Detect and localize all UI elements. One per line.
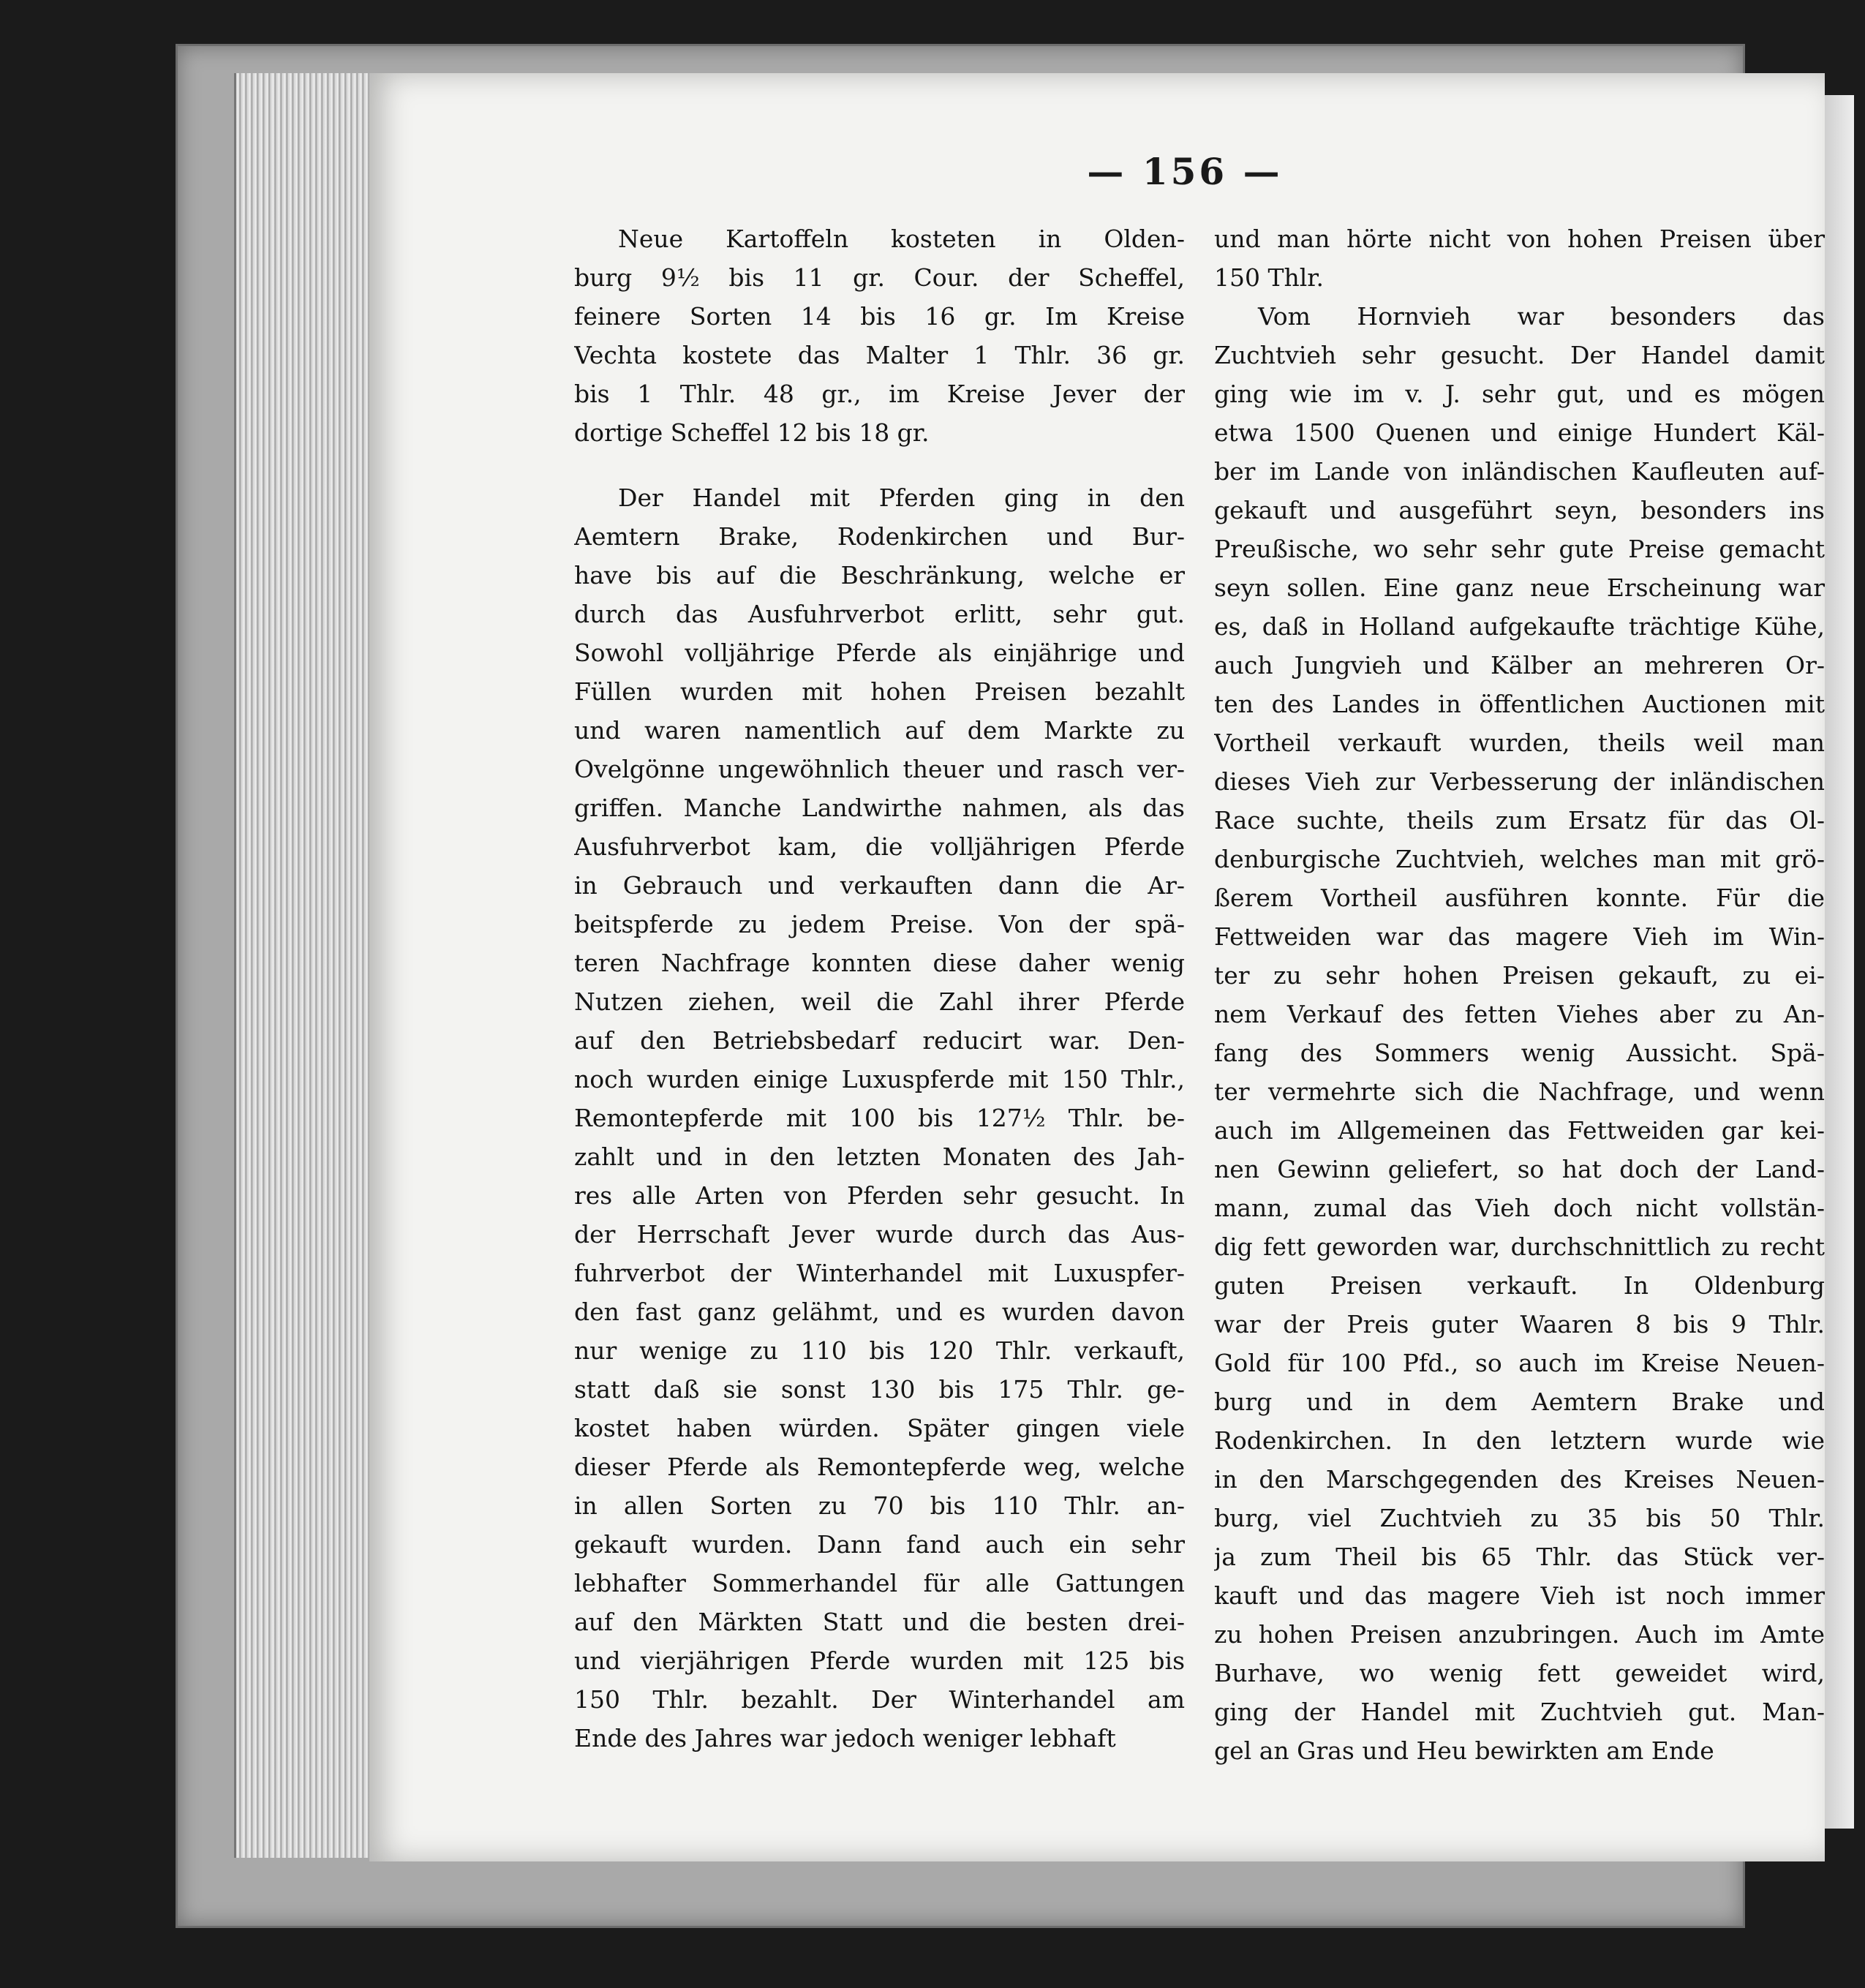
paragraph — [574, 478, 1185, 1758]
text-line: 150 Thlr. — [1214, 263, 1324, 292]
left-column — [574, 219, 1185, 1758]
text-line: nem Verkauf des fetten Viehes aber zu An- — [1214, 1000, 1825, 1028]
paragraph — [574, 219, 1185, 452]
text-line: dieser Pferde als Remontepferde weg, welche — [574, 1453, 1185, 1481]
text-line: noch wurden einige Luxuspferde mit 150 Thlr., — [574, 1065, 1185, 1093]
text-line: dieses Vieh zur Verbesserung der inländischen — [1214, 767, 1825, 796]
paragraph-gap — [574, 452, 1185, 478]
text-line: ter zu sehr hohen Preisen gekauft, zu ei- — [1214, 961, 1825, 990]
text-line: Vortheil verkauft wurden, theils weil man — [1214, 728, 1825, 757]
text-line: ging der Handel mit Zuchtvieh gut. Man- — [1214, 1698, 1825, 1726]
text-line: auf den Märkten Statt und die besten drei- — [574, 1608, 1185, 1636]
text-line: Vechta kostete das Malter 1 Thlr. 36 gr. — [574, 341, 1185, 369]
text-line: Aemtern Brake, Rodenkirchen und Bur- — [574, 522, 1185, 551]
text-line: in allen Sorten zu 70 bis 110 Thlr. an- — [574, 1491, 1185, 1520]
text-line: Burhave, wo wenig fett geweidet wird, — [1214, 1659, 1825, 1687]
text-line: durch das Ausfuhrverbot erlitt, sehr gut. — [574, 600, 1185, 628]
text-line: der Herrschaft Jever wurde durch das Aus- — [574, 1220, 1185, 1249]
text-line: auch im Allgemeinen das Fettweiden gar kei- — [1214, 1116, 1825, 1145]
text-line: feinere Sorten 14 bis 16 gr. Im Kreise — [574, 302, 1185, 331]
text-line: und man hörte nicht von hohen Preisen über — [1214, 225, 1825, 253]
text-line: ten des Landes in öffentlichen Auctionen mit — [1214, 690, 1825, 718]
text-line: Der Handel mit Pferden ging in den — [618, 483, 1185, 512]
text-line: dig fett geworden war, durchschnittlich zu recht — [1214, 1232, 1825, 1261]
text-line: lebhafter Sommerhandel für alle Gattungen — [574, 1569, 1185, 1597]
text-line: etwa 1500 Quenen und einige Hundert Käl- — [1214, 418, 1825, 447]
page-edge-right — [1825, 95, 1854, 1829]
text-line: Nutzen ziehen, weil die Zahl ihrer Pferde — [574, 987, 1185, 1016]
text-line: es, daß in Holland aufgekaufte trächtige Kühe, — [1214, 612, 1825, 641]
text-line: guten Preisen verkauft. In Oldenburg — [1214, 1271, 1825, 1300]
text-line: bis 1 Thlr. 48 gr., im Kreise Jever der — [574, 380, 1185, 408]
text-line: in den Marschgegenden des Kreises Neuen- — [1214, 1465, 1825, 1494]
text-line: und vierjährigen Pferde wurden mit 125 bis — [574, 1646, 1185, 1675]
text-line: Preußische, wo sehr sehr gute Preise gemacht — [1214, 535, 1825, 563]
text-line: ber im Lande von inländischen Kaufleuten auf- — [1214, 457, 1825, 486]
text-line: und waren namentlich auf dem Markte zu — [574, 716, 1185, 745]
text-line: zu hohen Preisen anzubringen. Auch im Amte — [1214, 1620, 1825, 1649]
text-line: Rodenkirchen. In den letztern wurde wie — [1214, 1426, 1825, 1455]
text-line: ging wie im v. J. sehr gut, und es mögen — [1214, 380, 1825, 408]
text-line: burg und in dem Aemtern Brake und — [1214, 1388, 1825, 1416]
text-line: res alle Arten von Pferden sehr gesucht. In — [574, 1181, 1185, 1210]
text-line: teren Nachfrage konnten diese daher wenig — [574, 949, 1185, 977]
text-line: auf den Betriebsbedarf reducirt war. Den- — [574, 1026, 1185, 1055]
text-line: gel an Gras und Heu bewirkten am Ende — [1214, 1736, 1714, 1765]
text-line: ter vermehrte sich die Nachfrage, und wenn — [1214, 1077, 1825, 1106]
text-line: kauft und das magere Vieh ist noch immer — [1214, 1581, 1825, 1610]
text-line: Neue Kartoffeln kosteten in Olden- — [618, 225, 1185, 253]
text-line: fang des Sommers wenig Aussicht. Spä- — [1214, 1039, 1825, 1067]
text-line: beitspferde zu jedem Preise. Von der spä- — [574, 910, 1185, 938]
text-line: kostet haben würden. Später gingen viele — [574, 1414, 1185, 1442]
text-line: fuhrverbot der Winterhandel mit Luxuspfer- — [574, 1259, 1185, 1287]
text-line: gekauft und ausgeführt seyn, besonders ins — [1214, 496, 1825, 524]
text-line: Ende des Jahres war jedoch weniger lebhaft — [574, 1724, 1116, 1752]
text-line: nen Gewinn geliefert, so hat doch der Land- — [1214, 1155, 1825, 1183]
text-line: Fettweiden war das magere Vieh im Win- — [1214, 922, 1825, 951]
paragraph — [1214, 219, 1825, 297]
text-line: Ausfuhrverbot kam, die volljährigen Pferde — [574, 832, 1185, 861]
text-line: denburgische Zuchtvieh, welches man mit grö- — [1214, 845, 1825, 873]
text-line: Race suchte, theils zum Ersatz für das Ol- — [1214, 806, 1825, 835]
text-line: Zuchtvieh sehr gesucht. Der Handel damit — [1214, 341, 1825, 369]
text-line: nur wenige zu 110 bis 120 Thlr. verkauft, — [574, 1336, 1185, 1365]
text-line: mann, zumal das Vieh doch nicht vollstän- — [1214, 1194, 1825, 1222]
text-line: ja zum Theil bis 65 Thlr. das Stück ver- — [1214, 1543, 1825, 1571]
text-line: statt daß sie sonst 130 bis 175 Thlr. ge- — [574, 1375, 1185, 1404]
text-line: war der Preis guter Waaren 8 bis 9 Thlr. — [1214, 1310, 1825, 1338]
text-line: ßerem Vortheil ausführen konnte. Für die — [1214, 884, 1825, 912]
text-line: seyn sollen. Eine ganz neue Erscheinung war — [1214, 573, 1825, 602]
text-line: Remontepferde mit 100 bis 127½ Thlr. be- — [574, 1104, 1185, 1132]
text-line: griffen. Manche Landwirthe nahmen, als das — [574, 794, 1185, 822]
text-line: auch Jungvieh und Kälber an mehreren Or- — [1214, 651, 1825, 679]
text-line: gekauft wurden. Dann fand auch ein sehr — [574, 1530, 1185, 1559]
page-edges — [234, 73, 375, 1858]
text-line: Füllen wurden mit hohen Preisen bezahlt — [574, 677, 1185, 706]
text-line: burg 9½ bis 11 gr. Cour. der Scheffel, — [574, 263, 1185, 292]
text-line: in Gebrauch und verkauften dann die Ar- — [574, 871, 1185, 900]
page-number: — 156 — — [1087, 150, 1283, 193]
right-column — [1214, 219, 1825, 1770]
text-line: Gold für 100 Pfd., so auch im Kreise Neuen- — [1214, 1349, 1825, 1377]
text-line: 150 Thlr. bezahlt. Der Winterhandel am — [574, 1685, 1185, 1714]
text-line: zahlt und in den letzten Monaten des Jah- — [574, 1142, 1185, 1171]
text-line: den fast ganz gelähmt, und es wurden davon — [574, 1298, 1185, 1326]
text-line: Sowohl volljährige Pferde als einjährige und — [574, 639, 1185, 667]
paragraph — [1214, 297, 1825, 1770]
text-line: dortige Scheffel 12 bis 18 gr. — [574, 418, 930, 447]
text-line: burg, viel Zuchtvieh zu 35 bis 50 Thlr. — [1214, 1504, 1825, 1532]
text-line: Vom Hornvieh war besonders das — [1258, 302, 1825, 331]
text-line: Ovelgönne ungewöhnlich theuer und rasch ver- — [574, 755, 1185, 783]
text-line: have bis auf die Beschränkung, welche er — [574, 561, 1185, 590]
